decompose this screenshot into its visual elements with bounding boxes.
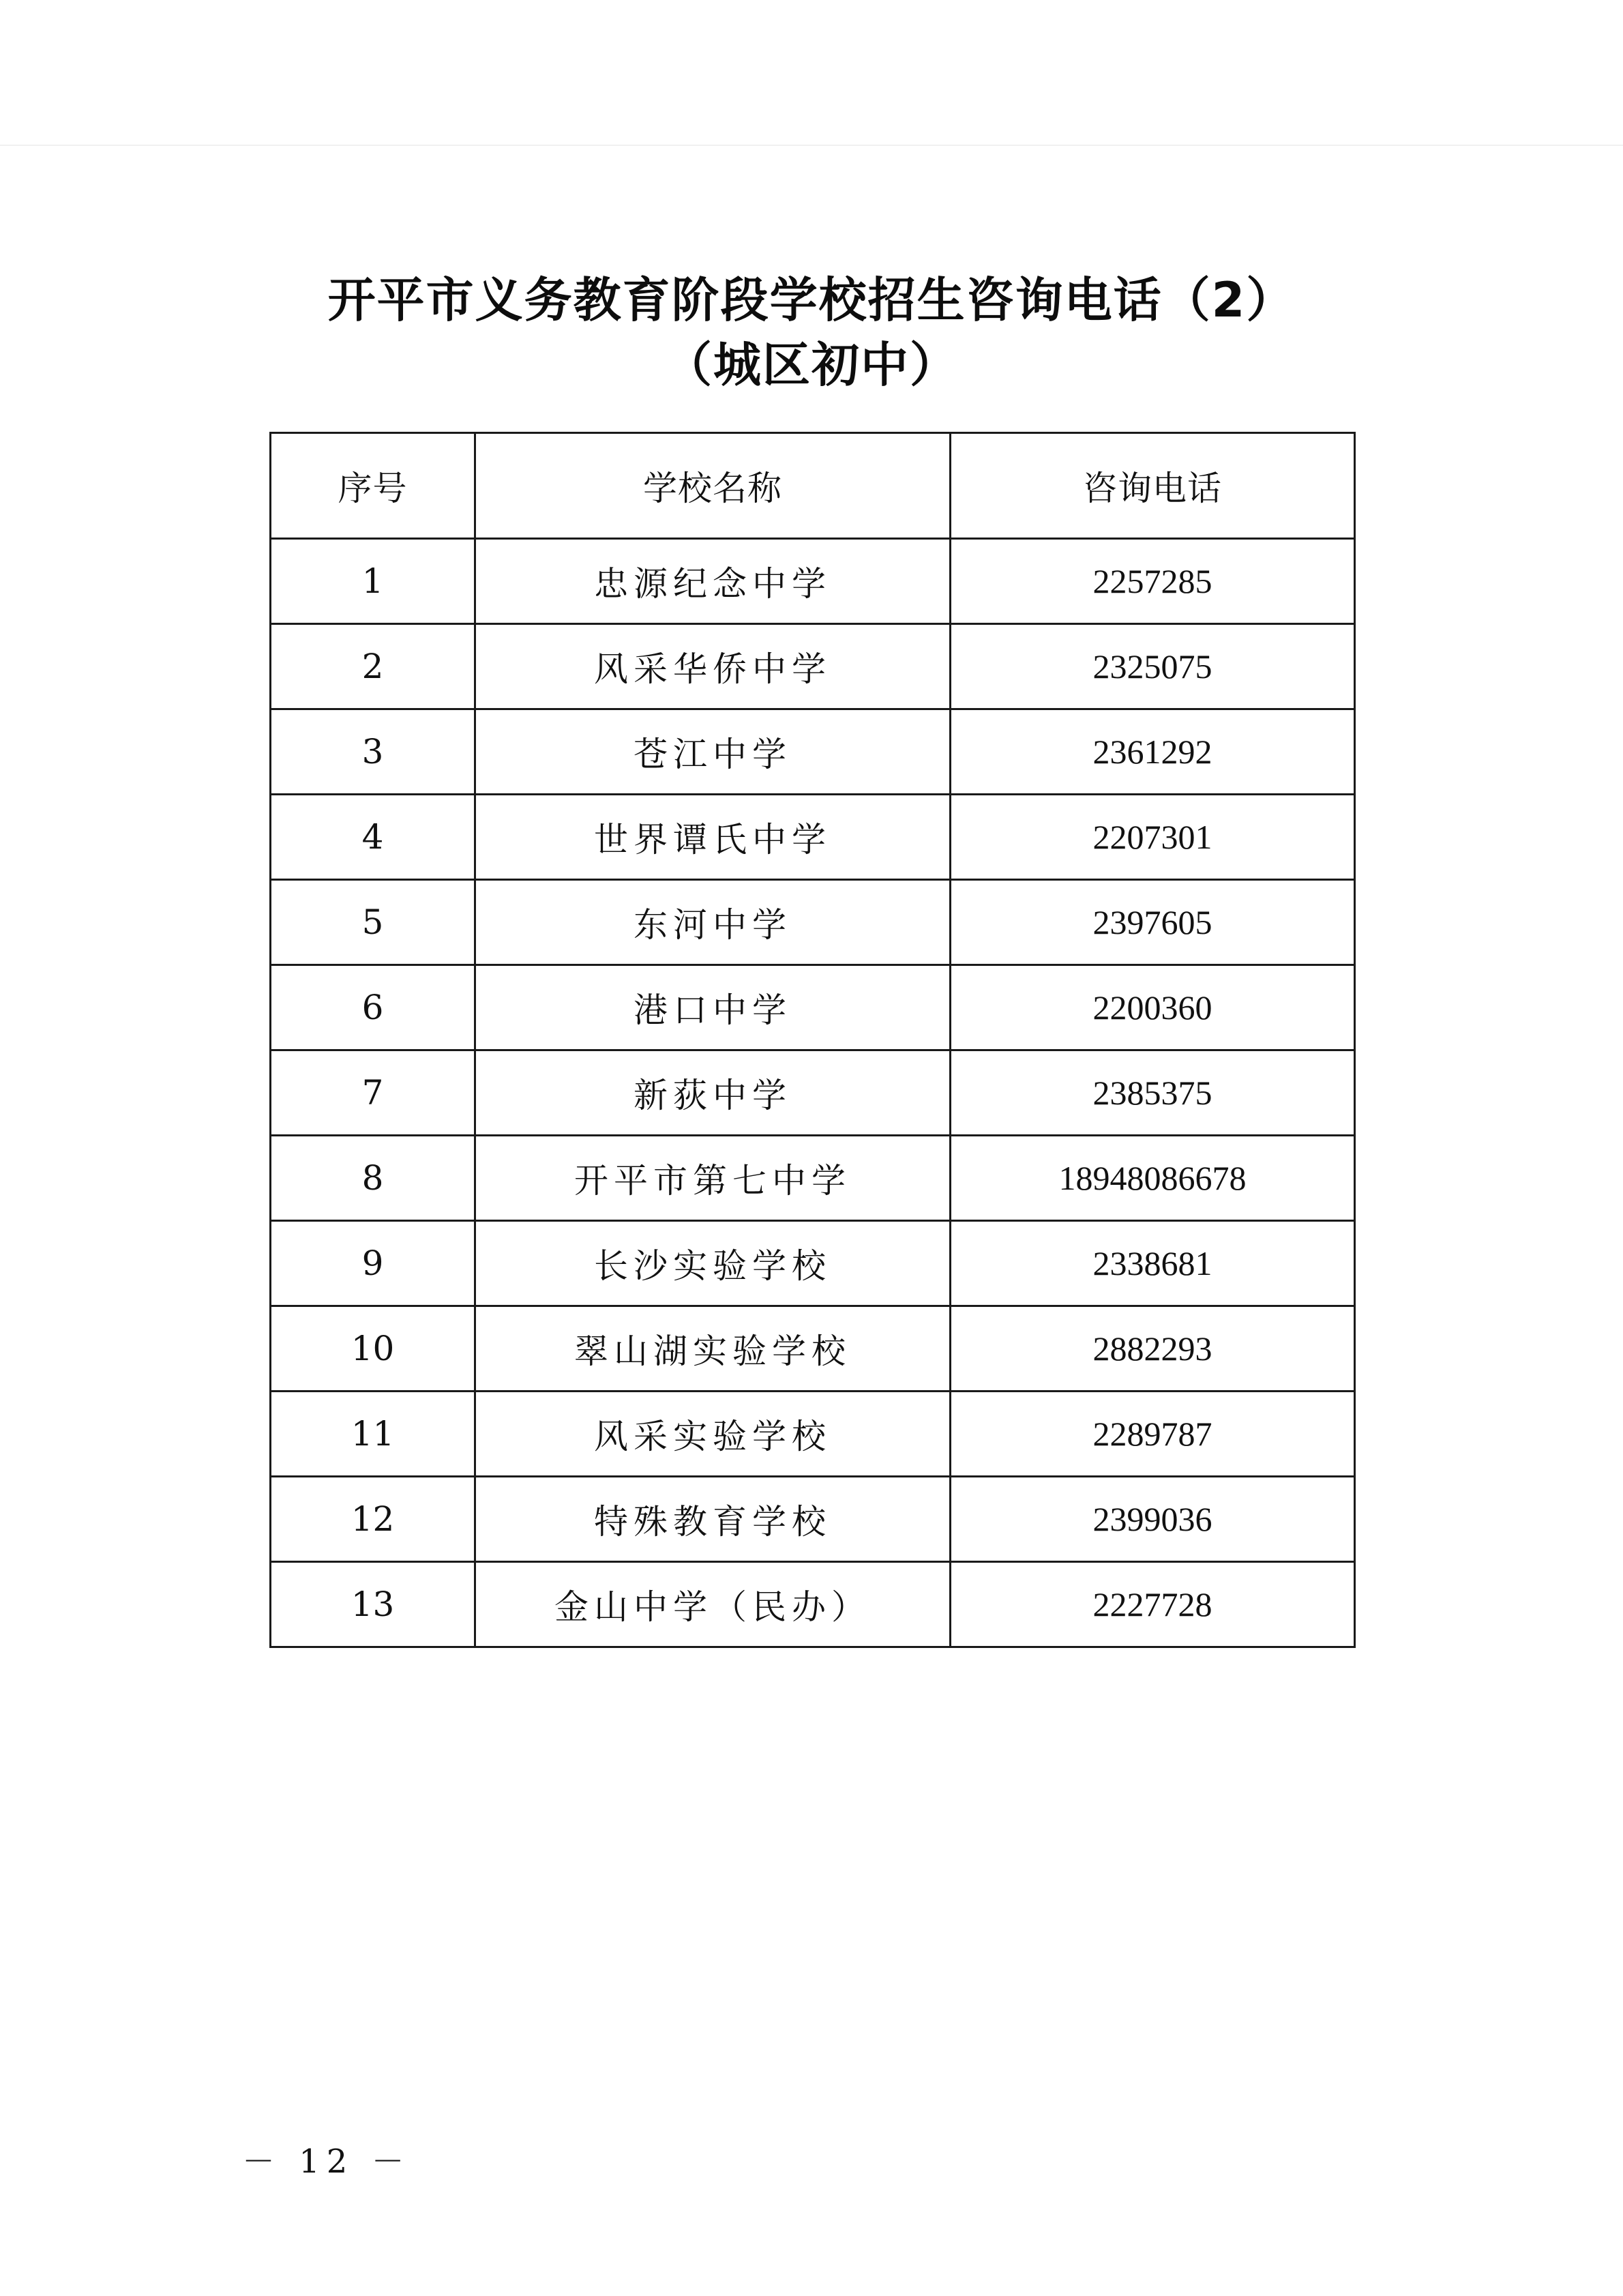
row-phone: 2227728 — [951, 1562, 1355, 1647]
header-index: 序号 — [271, 433, 475, 539]
row-phone: 2397605 — [951, 880, 1355, 965]
row-school-name: 风采华侨中学 — [475, 624, 951, 709]
row-phone: 2399036 — [951, 1477, 1355, 1562]
row-phone: 2361292 — [951, 709, 1355, 795]
row-index: 12 — [271, 1477, 475, 1562]
row-index: 2 — [271, 624, 475, 709]
header-phone: 咨询电话 — [951, 433, 1355, 539]
row-phone: 2207301 — [951, 795, 1355, 880]
row-school-name: 特殊教育学校 — [475, 1477, 951, 1562]
row-school-name: 世界谭氏中学 — [475, 795, 951, 880]
row-index: 8 — [271, 1136, 475, 1221]
table-row — [271, 539, 1355, 624]
row-index: 1 — [271, 539, 475, 624]
row-phone: 2257285 — [951, 539, 1355, 624]
row-school-name: 东河中学 — [475, 880, 951, 965]
page-number: － 12 － — [242, 2143, 411, 2181]
header-school-name: 学校名称 — [475, 433, 951, 539]
row-school-name: 开平市第七中学 — [475, 1136, 951, 1221]
row-phone: 18948086678 — [951, 1136, 1355, 1221]
scan-artifact-line — [0, 145, 1623, 146]
row-index: 4 — [271, 795, 475, 880]
table-row — [271, 709, 1355, 795]
row-phone: 2385375 — [951, 1050, 1355, 1136]
row-school-name: 港口中学 — [475, 965, 951, 1050]
row-index: 6 — [271, 965, 475, 1050]
row-phone: 2200360 — [951, 965, 1355, 1050]
document-title: 开平市义务教育阶段学校招生咨询电话（2） — [327, 272, 1296, 328]
row-school-name: 忠源纪念中学 — [475, 539, 951, 624]
school-contacts-table — [269, 432, 1356, 1648]
row-school-name: 金山中学（民办） — [475, 1562, 951, 1647]
row-index: 3 — [271, 709, 475, 795]
table-row — [271, 624, 1355, 709]
row-school-name: 翠山湖实验学校 — [475, 1306, 951, 1392]
row-index: 13 — [271, 1562, 475, 1647]
row-index: 11 — [271, 1392, 475, 1477]
table-row — [271, 795, 1355, 880]
table-row — [271, 1306, 1355, 1392]
table-row — [271, 1477, 1355, 1562]
row-phone: 2882293 — [951, 1306, 1355, 1392]
contacts-table-container — [269, 432, 1354, 1648]
row-index: 10 — [271, 1306, 475, 1392]
table-row — [271, 1221, 1355, 1306]
table-row — [271, 880, 1355, 965]
row-school-name: 风采实验学校 — [475, 1392, 951, 1477]
row-index: 7 — [271, 1050, 475, 1136]
table-header-row — [271, 433, 1355, 539]
table-row — [271, 1392, 1355, 1477]
row-phone: 2338681 — [951, 1221, 1355, 1306]
table-row — [271, 1136, 1355, 1221]
row-phone: 2325075 — [951, 624, 1355, 709]
row-school-name: 苍江中学 — [475, 709, 951, 795]
row-school-name: 长沙实验学校 — [475, 1221, 951, 1306]
row-school-name: 新荻中学 — [475, 1050, 951, 1136]
row-index: 9 — [271, 1221, 475, 1306]
row-index: 5 — [271, 880, 475, 965]
document-subtitle: （城区初中） — [664, 337, 959, 393]
table-row — [271, 1050, 1355, 1136]
row-phone: 2289787 — [951, 1392, 1355, 1477]
table-row — [271, 965, 1355, 1050]
table-row — [271, 1562, 1355, 1647]
